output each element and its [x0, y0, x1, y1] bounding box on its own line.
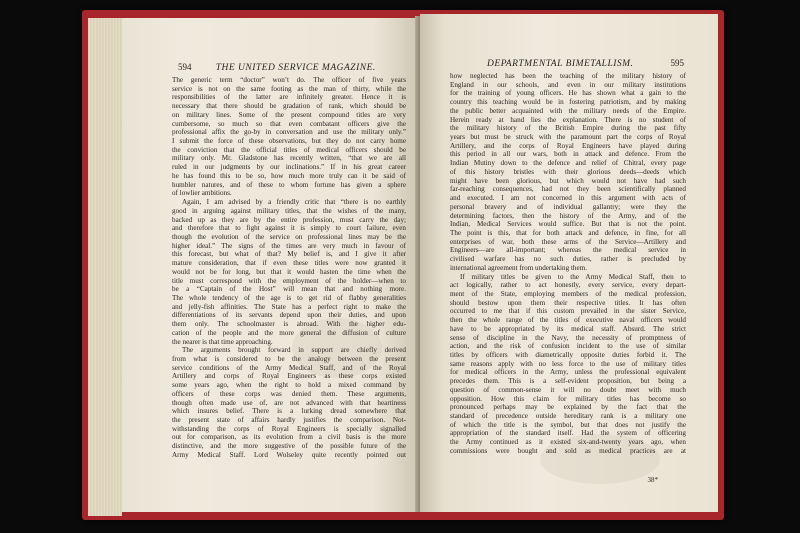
right-page-number: 595	[670, 58, 684, 68]
left-page-number: 594	[178, 62, 192, 72]
right-running-title: DEPARTMENTAL BIMETALLISM.	[487, 59, 634, 69]
text-line: England in our schools, and even in our military institutions	[450, 80, 686, 89]
text-line: sense of discipline in the Navy, the necessity of promptness of	[450, 333, 686, 342]
left-running-head	[178, 62, 400, 73]
text-line: on military lines. Some of the present compound titles are very	[172, 110, 406, 119]
text-line: civilised warfare has no such duties, rather is precluded by	[450, 255, 686, 264]
text-line: The generic term “doctor” won’t do. The officer of five years	[172, 76, 406, 84]
text-line: personal bravery and of individual gallantry; were they the	[450, 202, 686, 211]
text-line: have to be appropriated by its medical staff. Absurd. The strict	[450, 324, 686, 333]
text-line: opposition. How this claim for military titles has become so	[450, 394, 686, 403]
text-line: responsibilities of the latter are infinitely greater. Hence it is	[172, 93, 406, 102]
text-line: I submit the force of these observations, but they do not carry home	[172, 137, 406, 146]
text-line: far-reaching consequences, had not they been scientifically planned	[450, 185, 686, 194]
text-line: Herein ready at hand lies the explanation. There is no student of	[450, 115, 686, 124]
text-line: act logically, rather to act honestly, every service, every depart-	[450, 281, 686, 290]
text-line: commissions were bought and sold as medical practices are at	[450, 446, 686, 455]
text-line: If military titles be given to the Army Medical Staff, then to	[460, 272, 686, 281]
text-line: ruled in our judgments by our inclinations.” If in his great career	[172, 163, 406, 172]
left-running-title: THE UNITED SERVICE MAGAZINE.	[215, 63, 376, 73]
text-line: this period in all our wars, both in attack and defence. From the	[450, 150, 686, 159]
text-line: from what is considered to be the analogy between the present	[172, 355, 406, 363]
text-line: precedes them. This is a self-evident proposition, but being a	[450, 377, 686, 386]
text-line: for the training of young officers. He has shown what a gain to the	[450, 89, 686, 98]
text-line: necessary that there should be gradation of rank, which should be	[172, 102, 406, 111]
text-line: years but must be struck with the paramount part the corps of Royal	[450, 133, 686, 142]
text-line: Indian, Medical Services would suffice. But that is not the point.	[450, 220, 686, 229]
text-line: and jelly-fish affinities. The State has a perfect right to make the	[172, 302, 406, 311]
text-line: differentiations of its servants depend upon their duties, and upon	[172, 311, 406, 320]
text-line: title must correspond with the employment of the holder—when to	[172, 276, 406, 285]
text-line: would not be for long, but that it would hasten the time when the	[172, 267, 406, 276]
right-body-text	[450, 72, 686, 456]
text-line: The arguments brought forward in support are chiefly derived	[182, 346, 406, 355]
text-line: humbler natures, and of these to whom fortune has given a sphere	[172, 180, 406, 189]
text-line: the Army continued as it existed six-and-twenty years ago, when	[450, 438, 686, 447]
text-line: which insures belief. There is a lurking dread somewhere that	[172, 407, 406, 416]
text-line: he has found this to be so, how much more truly can it be said of	[172, 171, 406, 180]
text-line: Artillery and corps of Royal Engineers as these corps existed	[172, 372, 406, 381]
text-line: cation of the people and the more general the diffusion of culture	[172, 328, 406, 337]
left-body-text	[172, 76, 406, 460]
text-line: country this teaching would be in fostering patriotism, and by making	[450, 98, 686, 107]
text-line: the conviction that the official titles of medical officers should be	[172, 145, 406, 154]
text-line: and executed. I am not concerned in this argument with acts of	[450, 194, 686, 203]
text-line: the present state of affairs hardly justifies the comparison. Not-	[172, 416, 406, 425]
text-line: The point is this, that for both attack and defence, in fine, for all	[450, 228, 686, 237]
text-line: Artillery, and the corps of Royal Engineers have played during	[450, 141, 686, 150]
text-line: service is not on the same footing as the man of thirty, while the	[172, 84, 406, 93]
text-line: and therefore that to fight against it is simply to court failure, even	[172, 224, 406, 233]
text-line: the public better acquainted with the military needs of the Empire.	[450, 106, 686, 115]
text-line: good in arguing against military titles, that the wishes of the many,	[172, 206, 406, 215]
text-line: question of common-sense it will no doubt meet with much	[450, 385, 686, 394]
text-line: occurred to me that if this custom prevailed in the sister Service,	[450, 307, 686, 316]
text-line: appropriation of the standard itself. Had the system of officering	[450, 429, 686, 438]
text-line: same reasons apply with no less force to the use of military titles	[450, 359, 686, 368]
text-line: officers of these corps was denied them. These arguments,	[172, 389, 406, 398]
text-line: distinctive, and the more suggestive of the possible future of the	[172, 442, 406, 451]
text-line: service conditions of the Army Medical Staff, and of the Royal	[172, 363, 406, 372]
text-line: for medical officers in the Army, unless the professional equivalent	[450, 368, 686, 377]
text-line: higher ideal.” The signs of the times are very much in favour of	[172, 241, 406, 250]
text-line: Army Medical Staff. Lord Wolseley quite recently pointed out	[172, 450, 406, 459]
text-line: this forecast, but what of that? My belief is, and I give it after	[172, 250, 406, 259]
text-line: of this history bristles with their glorious deeds—deeds which	[450, 167, 686, 176]
right-page	[420, 14, 718, 512]
text-line: of which the title is the symbol, but that does not justify the	[450, 420, 686, 429]
text-line: out for comparison, as its evolution from a civil basis is the more	[172, 433, 406, 442]
text-line: mature consideration, that if even these titles were now granted it	[172, 259, 406, 268]
text-line: though the evolution of the service on professional lines may be the	[172, 232, 406, 241]
text-line: then the whole range of the titles of executive naval officers would	[450, 316, 686, 325]
text-line: the nearer is that time approaching.	[172, 337, 273, 346]
text-line: be a “Captain of the Host” will mean that and nothing more.	[172, 285, 406, 294]
text-line: pronounced perhaps may be explained by the fact that the	[450, 403, 686, 412]
text-line: backed up as they are by the entire profession, must carry the day;	[172, 215, 406, 224]
text-line: some years ago, when the right to hold a mixed command by	[172, 381, 406, 390]
text-line: action, and the risk of confusion incident to the use of similar	[450, 342, 686, 351]
text-line: how neglected has been the teaching of the military history of	[450, 72, 686, 80]
text-line: Engineers—are all-important; whereas the medical service in	[450, 246, 686, 255]
text-line: The whole tendency of the age is to get rid of flabby generalities	[172, 293, 406, 302]
text-line: them only. The schoolmaster is abroad. With the higher edu-	[172, 320, 406, 329]
text-line: determining factors, then the history of the Army, and of the	[450, 211, 686, 220]
text-line: international agreement from undertaking them.	[450, 263, 588, 272]
text-line: might have been glorious, but which would not have had such	[450, 176, 686, 185]
text-line: cumbersome, so much so that even combatant officers give the	[172, 119, 406, 128]
text-line: Again, I am advised by a friendly critic that “there is no earthly	[182, 198, 406, 207]
text-line: of lowlier ambitions.	[172, 189, 232, 198]
text-line: professional affix the go-by in conversation and use the military only.”	[172, 128, 406, 137]
text-line: enterprises of war, both these arms of the Service—Artillery and	[450, 237, 686, 246]
right-running-head	[450, 58, 684, 69]
text-line: though often made use of, are not advanced with that heartiness	[172, 398, 406, 407]
signature-mark: 38*	[647, 476, 658, 484]
text-line: Indian Mutiny down to the defence and relief of Chitral, every page	[450, 159, 686, 168]
text-line: should bestow upon them their respective titles. It has often	[450, 298, 686, 307]
page-edges	[88, 18, 122, 516]
text-line: military only. Mr. Gladstone has recently written, “that we are all	[172, 154, 406, 163]
text-line: withstanding the corps of Royal Engineers is specially signalled	[172, 424, 406, 433]
text-line: ment of the State, employing members of the medical profession,	[450, 289, 686, 298]
text-line: the military history of the British Empire during the past fifty	[450, 124, 686, 133]
left-page	[122, 18, 418, 512]
text-line: standard of precedence outside hereditary rank is a military one	[450, 412, 686, 421]
text-line: titles by officers with diametrically opposite duties forbid it. The	[450, 351, 686, 359]
